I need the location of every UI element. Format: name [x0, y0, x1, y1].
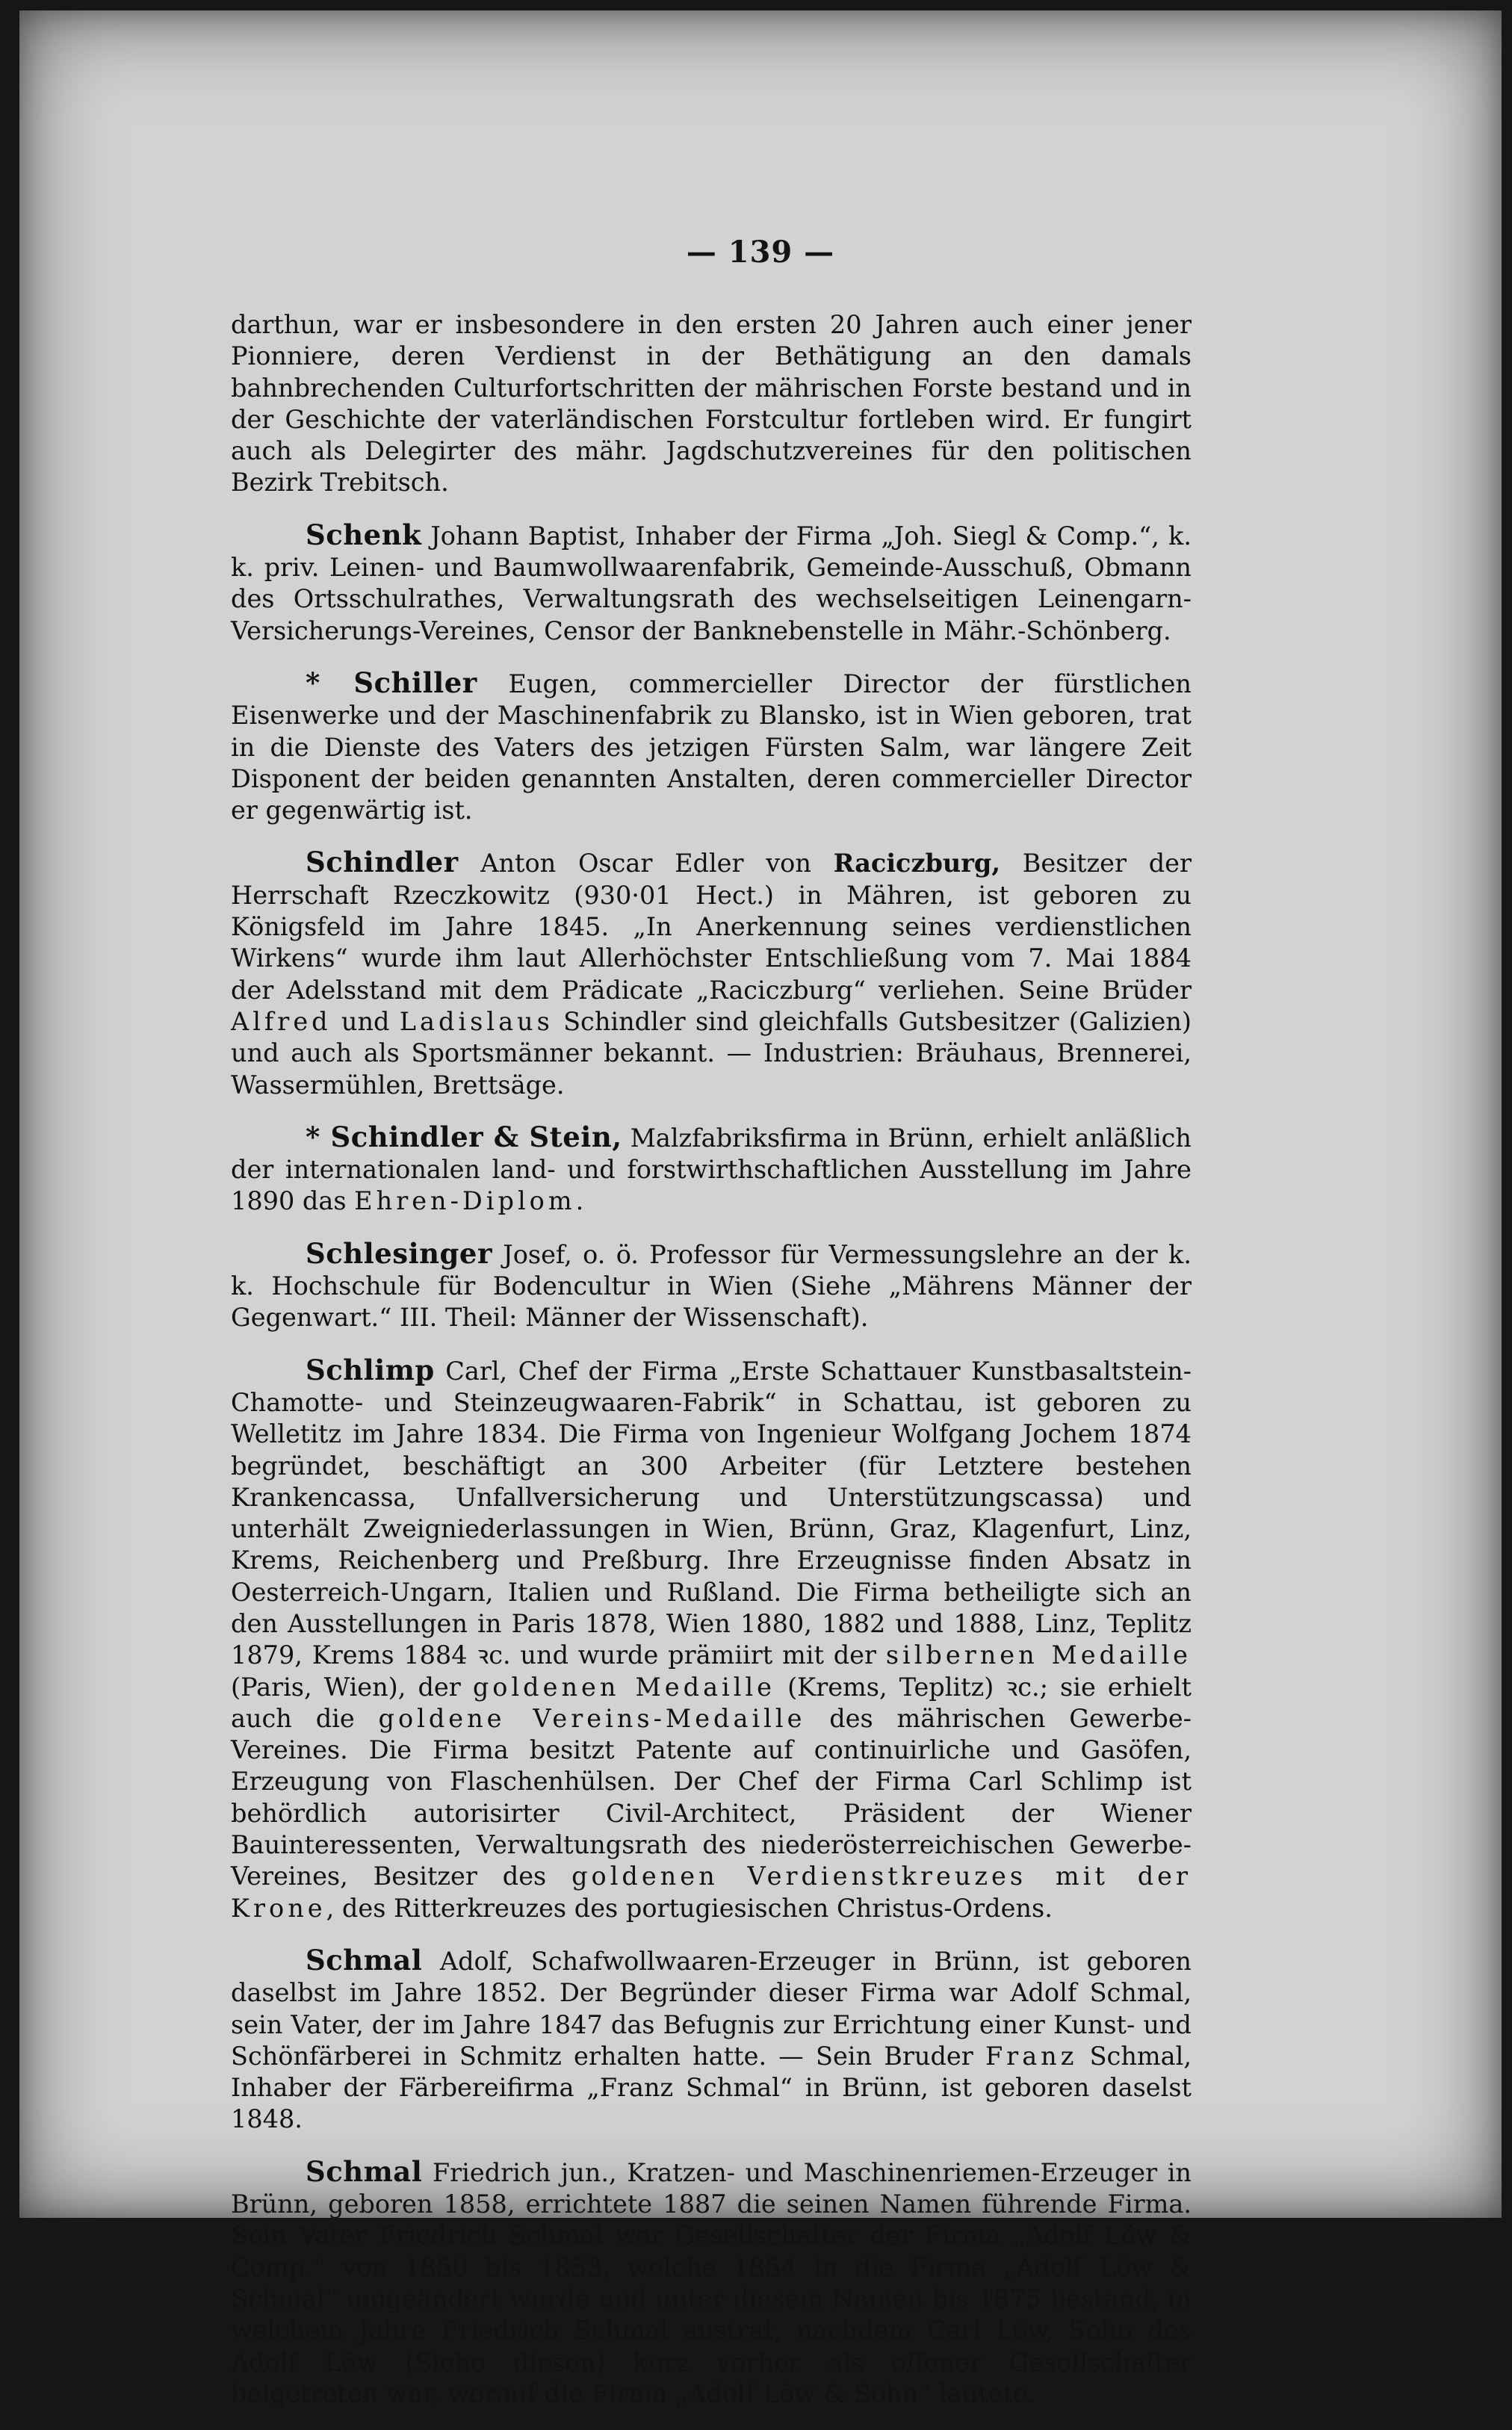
page-number: — 139 — [686, 235, 835, 270]
entry-paragraph [231, 846, 1192, 1100]
entry-name: Schlimp [306, 1353, 435, 1386]
entry-text: . [575, 1186, 584, 1216]
entry-name: * Schiller [306, 666, 477, 699]
entry-spaced-text: goldenen Medaille [472, 1672, 776, 1702]
entry-text: Adolf, Schafwollwaaren-Erzeuger in Brünn, ist geboren daselbst im Jahre 1852. Der Begründer dieser Firma war Adolf Schmal, sein Vater, der im Jahre 1847 das Befugnis zur Errichtung einer Kunst- und Schönfärberei in Schmitz erhalten hatte. — Sein Bruder [231, 1946, 1192, 2071]
entry-spaced-text: Franz [985, 2041, 1078, 2071]
entry-paragraph [231, 667, 1192, 826]
entry-text: und [331, 1006, 400, 1036]
entry-text: Carl, Chef der Firma „Erste Schattauer Kunstbasaltstein-Chamotte- und Steinzeugwaaren-Fabrik“ in Schattau, ist geboren zu Welletitz im Jahre 1834. Die Firma von Ingenieur Wolfgang Jochem 1874 begründet, beschäftigt an 300 Arbeiter (für Letztere bestehen Krankencassa, Unfallversicherung und Unterstützungscassa) und unterhält Zweigniederlassungen in Wien, Brünn, Graz, Klagenfurt, Linz, Krems, Reichenberg und Preßburg. Ihre Erzeugnisse finden Absatz in Oesterreich-Ungarn, Italien und Rußland. Die Firma betheiligte sich an den Ausstellungen in Paris 1878, Wien 1880, 1882 und 1888, Linz, Teplitz 1879, Krems 1884 ꝛc. und wurde prämiirt mit der [231, 1356, 1192, 1670]
entry-text: (Paris, Wien), der [231, 1672, 473, 1702]
entry-text: , des Ritterkreuzes des portugiesischen Christus-Ordens. [326, 1893, 1053, 1923]
entry-name: * Schindler & Stein, [306, 1120, 622, 1153]
entry-text: Besitzer der Herrschaft Rzeczkowitz (930·01 Hect.) in Mähren, ist geboren zu Königsfeld im Jahre 1845. „In Anerkennung seines verdienstlichen Wirkens“ wurde ihm laut Allerhöchster Entschließung vom 7. Mai 1884 der Adelsstand mit dem Prädicate „Raciczburg“ verliehen. Seine Brüder [231, 849, 1192, 1005]
entry-text: Eugen, commercieller Director der fürstlichen Eisenwerke und der Maschinenfabrik zu Blansko, ist in Wien geboren, trat in die Dienste des Vaters des jetzigen Fürsten Salm, war längere Zeit Disponent der beiden genannten Anstalten, deren commercieller Director er gegenwärtig ist. [231, 669, 1192, 825]
entry-spaced-text: Ehren-Diplom [354, 1186, 576, 1216]
entry-name: Schmal [306, 2154, 423, 2188]
entry-list [231, 519, 1192, 2410]
entry-text: Josef, o. ö. Professor für Vermessungslehre an der k. k. Hochschule für Bodencultur in Wien (Siehe „Mährens Männer der Gegenwart.“ III. Theil: Männer der Wissenschaft). [231, 1239, 1192, 1333]
entry-name: Schindler [306, 846, 459, 879]
entry-text: Schindler sind gleichfalls Gutsbesitzer (Galizien) und auch als Sportsmänner bekannt. — Industrien: Bräuhaus, Brennerei, Wassermühlen, Brettsäge. [231, 1006, 1192, 1100]
entry-spaced-text: Alfred [231, 1006, 332, 1036]
entry-name: Schlesinger [306, 1236, 492, 1270]
entry-text: Johann Baptist, Inhaber der Firma „Joh. Siegl & Comp.“, k. k. priv. Leinen- und Baumwollwaarenfabrik, Gemeinde-Ausschuß, Obmann des Ortsschulrathes, Verwaltungsrath des wechselseitigen Leinengarn-Versicherungs-Vereines, Censor der Banknebenstelle in Mähr.-Schönberg. [231, 521, 1192, 645]
entry-paragraph [231, 1354, 1192, 1924]
entry-paragraph [231, 1238, 1192, 1334]
entry-paragraph [231, 519, 1192, 647]
entry-text: (Krems, Teplitz) ꝛc.; sie erhielt auch die [231, 1672, 1192, 1733]
entry-text: Schmal, Inhaber der Färbereifirma „Franz Schmal“ in Brünn, ist geboren daselst 1848. [231, 2041, 1192, 2134]
entry-paragraph [231, 2156, 1192, 2410]
entry-name: Schmal [306, 1943, 423, 1977]
entry-text: des mährischen Gewerbe-Vereines. Die Firma besitzt Patente auf continuirliche und Gasöfen, Erzeugung von Flaschenhülsen. Der Chef der Firma Carl Schlimp ist behördlich autorisirter Civil-Architect, Präsident der Wiener Bauinteressenten, Verwaltungsrath des niederösterreichischen Gewerbe-Vereines, Besitzer des [231, 1703, 1192, 1891]
entry-spaced-text: silbernen Medaille [885, 1640, 1192, 1670]
entry-spaced-text: goldene Vereins-Medaille [378, 1703, 806, 1733]
entry-emphasis: Raciczburg, [833, 849, 1000, 878]
entry-text: Malzfabriksfirma in Brünn, erhielt anläßlich der internationalen land- und forstwirthschaftlichen Ausstellung im Jahre 1890 das [231, 1123, 1192, 1216]
entry-paragraph [231, 1944, 1192, 2136]
entry-paragraph [231, 1121, 1192, 1218]
entry-text: Friedrich jun., Kratzen- und Maschinenriemen-Erzeuger in Brünn, geboren 1858, errichtete 1887 die seinen Namen führende Firma. Sein Vater Friedrich Schmal war Gesellschafter der Firma „Adolf Löw & Comp.“ von 1850 bis 1853, welche 1854 in die Firma „Adolf Löw & Schmal“ umgeändert wurde und unter diesem Namen bis 1875 bestand, in welchem Jahre Friedrich Schmal austrat, nachdem Carl Löw, Sohn des Adolf Löw (Siehe diesen) kurz vorher als offener Gesellschafter beigetreten war, worauf die Firma „Adolf Löw & Sohn“ lautete. [231, 2157, 1192, 2408]
scanned-page [19, 10, 1502, 2408]
page-body [231, 309, 1192, 2430]
intro-paragraph: darthun, war er insbesondere in den ersten 20 Jahren auch einer jener Pionniere, deren Verdienst in der Bethätigung an den damals bahnbrechenden Culturfortschritten der mährischen Forste bestand und in der Geschichte der vaterländischen Forstcultur fortleben wird. Er fungirt auch als Delegirter des mähr. Jagdschutzvereines für den politischen Bezirk Trebitsch. [231, 310, 1192, 498]
entry-name: Schenk [306, 518, 422, 551]
entry-spaced-text: goldenen Verdienstkreuzes mit der Krone [231, 1862, 1192, 1923]
entry-spaced-text: Ladislaus [399, 1006, 554, 1036]
entry-text: Anton Oscar Edler von [458, 849, 834, 878]
